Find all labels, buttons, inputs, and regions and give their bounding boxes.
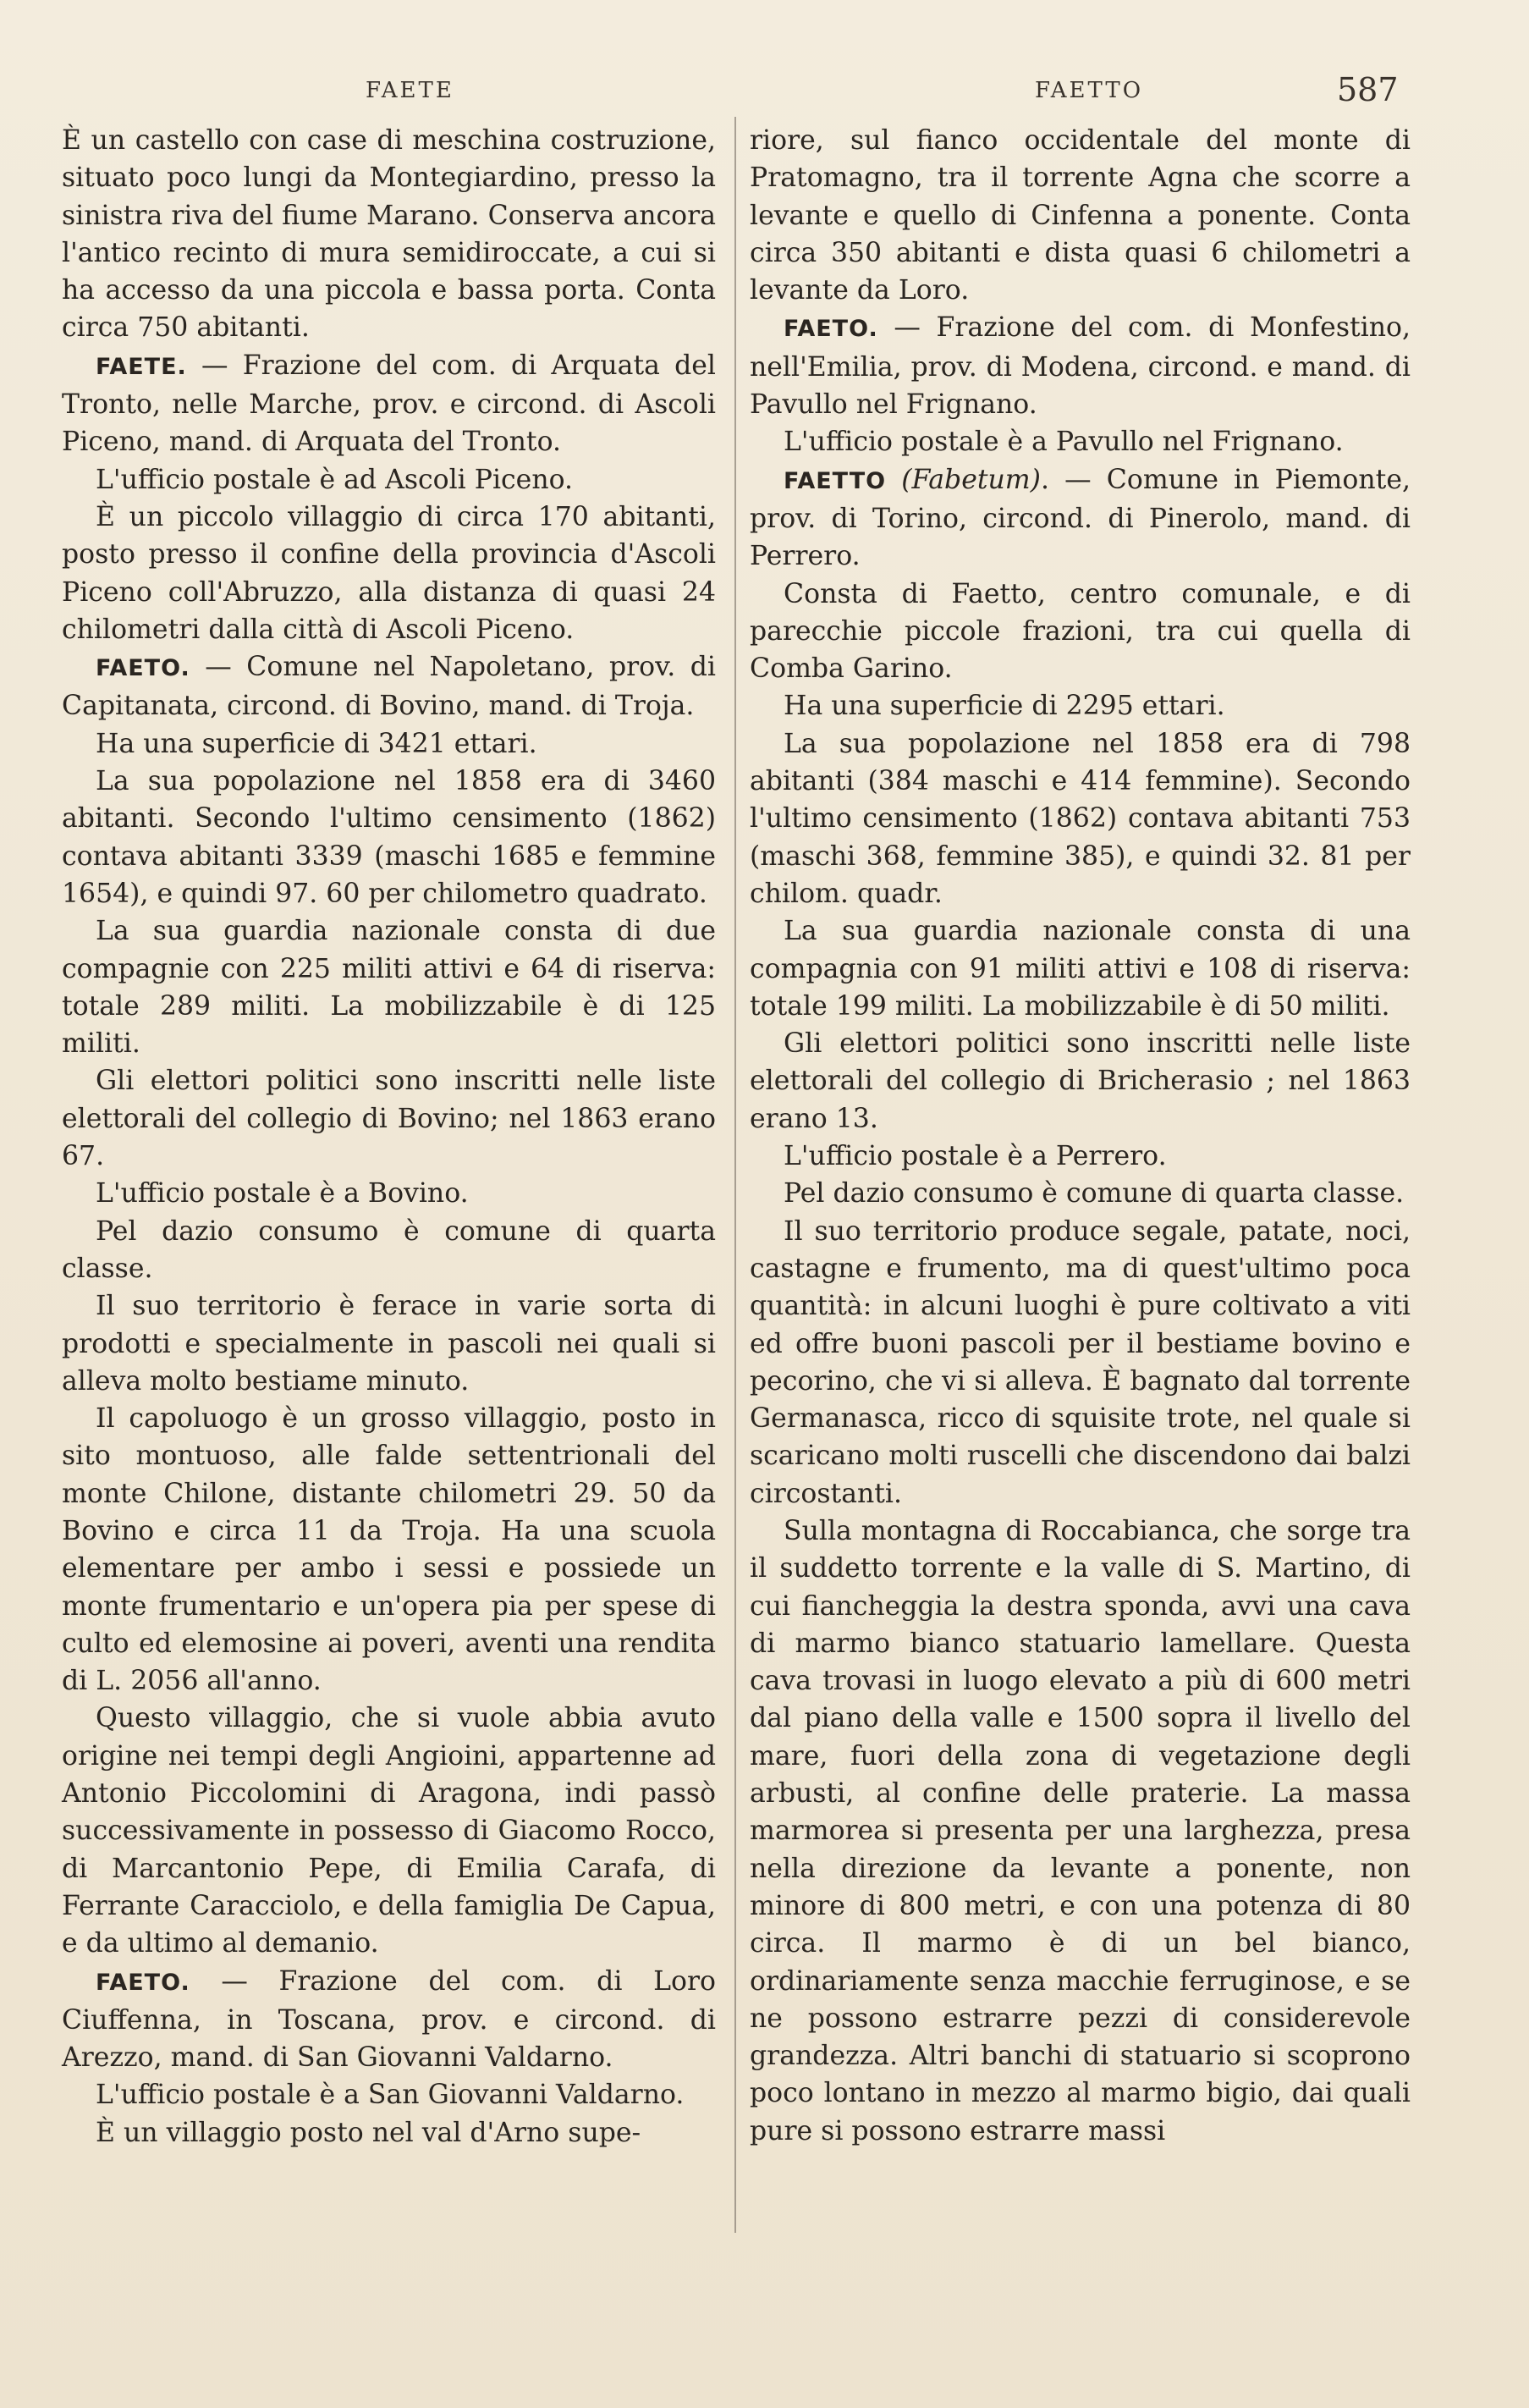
paragraph-text: Il suo territorio è ferace in varie sorta di prodotti e specialmente in pascoli nei quali si alleva molto bestiame minuto. [62, 1291, 716, 1397]
paragraph [62, 1400, 716, 1700]
paragraph-text: — Frazione del com. di Arquata del Tronto, nelle Marche, prov. e circond. di Ascoli Piceno, mand. di Arquata del Tronto. [62, 350, 716, 458]
paragraph-text: L'ufficio postale è a Bovino. [96, 1178, 469, 1210]
paragraph [62, 648, 716, 725]
column-divider [734, 117, 736, 2233]
paragraph-text: L'ufficio postale è a San Giovanni Valdarno. [96, 2080, 685, 2111]
paragraph [750, 912, 1411, 1025]
paragraph [62, 461, 716, 499]
left-running-head: FAETE [366, 78, 454, 103]
paragraph-text: Questo villaggio, che si vuole abbia avuto origine nei tempi degli Angioini, appartenne ad Antonio Piccolomini di Aragona, indi passò successivamente in possesso di Giacomo Rocco, di Marcantonio Pepe, di Emilia Carafa, di Ferrante Caracciolo, e della famiglia De Capua, e da ultimo al demanio. [62, 1703, 716, 1959]
paragraph [62, 912, 716, 1062]
paragraph [62, 1963, 716, 2077]
paragraph-text: L'ufficio postale è a Pavullo nel Frignano. [784, 427, 1344, 458]
paragraph [750, 576, 1411, 688]
paragraph [62, 1062, 716, 1175]
paragraph-text: La sua guardia nazionale consta di due compagnie con 225 militi attivi e 64 di riserva: totale 289 militi. La mobilizzabile è di 125 militi. [62, 916, 716, 1060]
paragraph-text: La sua popolazione nel 1858 era di 3460 abitanti. Secondo l'ultimo censimento (1862) contava abitanti 3339 (maschi 1685 e femmine 1654), e quindi 97. 60 per chilometro quadrato. [62, 766, 716, 909]
paragraph [62, 2076, 716, 2113]
paragraph-text: — Frazione del com. di Loro Ciuffenna, in Toscana, prov. e circond. di Arezzo, mand. di San Giovanni Valdarno. [62, 1965, 716, 2074]
paragraph [750, 1175, 1411, 1212]
paragraph-text: Sulla montagna di Roccabianca, che sorge tra il suddetto torrente e la valle di S. Martino, di cui fiancheggia la destra sponda, avvi una cava di marmo bianco statuario lamellare. Questa cava trovasi in luogo elevato a più di 600 metri dal piano della valle e 1500 sopra il livello del mare, fuori della zona di vegetazione degli arbusti, al confine delle praterie. La massa marmorea si presenta per una larghezza, presa nella direzione da levante a ponente, non minore di 800 metri, e con una potenza di 80 circa. Il marmo è di un bel bianco, ordinariamente senza macchie ferruginose, e se ne possono estrarre pezzi di considerevole grandezza. Altri banchi di statuario si scoprono poco lontano in mezzo al marmo bigio, dai quali pure si possono estrarre massi [750, 1515, 1411, 2146]
paragraph-text: Gli elettori politici sono inscritti nelle liste elettorali del collegio di Bricherasio ; nel 1863 erano 13. [750, 1028, 1411, 1134]
paragraph-text: La sua popolazione nel 1858 era di 798 abitanti (384 maschi e 414 femmine). Secondo l'ultimo censimento (1862) contava abitanti 753 (maschi 368, femmine 385), e quindi 32. 81 per chilom. quadr. [750, 728, 1411, 909]
paragraph [62, 763, 716, 912]
paragraph-text: Pel dazio consumo è comune di quarta classe. [62, 1215, 716, 1284]
paragraph-text: L'ufficio postale è a Perrero. [784, 1141, 1167, 1172]
entry-heading: FAETE. [96, 353, 187, 380]
entry-heading: FAETTO [784, 467, 887, 494]
left-column [62, 122, 716, 2152]
paragraph [62, 1175, 716, 1212]
paragraph-text: Ha una superficie di 3421 ettari. [96, 728, 537, 759]
paragraph [62, 2114, 716, 2152]
right-column [750, 122, 1411, 2150]
paragraph [62, 725, 716, 763]
paragraph-text: È un piccolo villaggio di circa 170 abitanti, posto presso il confine della provincia d'Ascoli Piceno coll'Abruzzo, alla distanza di quasi 24 chilometri dalla città di Ascoli Piceno. [62, 501, 716, 645]
entry-heading: FAETO. [96, 1969, 190, 1996]
paragraph [750, 725, 1411, 912]
paragraph [750, 423, 1411, 460]
paragraph-text: È un castello con case di meschina costruzione, situato poco lungi da Montegiardino, presso la sinistra riva del fiume Marano. Conserva ancora l'antico recinto di mura semidiroccate, a cui si ha accesso da una piccola e bassa porta. Conta circa 750 abitanti. [62, 125, 716, 344]
entry-heading: FAETO. [784, 316, 878, 343]
page-number: 587 [1337, 71, 1399, 108]
right-running-head: FAETTO [1035, 78, 1144, 103]
paragraph [750, 461, 1411, 576]
paragraph [62, 1700, 716, 1962]
paragraph-text: Gli elettori politici sono inscritti nelle liste elettorali del collegio di Bovino; nel 1863 erano 67. [62, 1066, 716, 1172]
paragraph [62, 1287, 716, 1400]
paragraph-text: Ha una superficie di 2295 ettari. [784, 691, 1225, 722]
paragraph-text: La sua guardia nazionale consta di una compagnia con 91 militi attivi e 108 di riserva: totale 199 militi. La mobilizzabile è di 50 militi. [750, 916, 1411, 1022]
paragraph-text: riore, sul fianco occidentale del monte di Pratomagno, tra il torrente Agna che scorre a levante e quello di Cinfenna a ponente. Conta circa 350 abitanti e dista quasi 6 chilometri a levante da Loro. [750, 125, 1411, 306]
paragraph-text: . — Comune in Piemonte, prov. di Torino, circond. di Pinerolo, mand. di Perrero. [750, 464, 1411, 572]
paragraph-text: Consta di Faetto, centro comunale, e di parecchie piccole frazioni, tra cui quella di Comba Garino. [750, 578, 1411, 685]
paragraph-text: Il suo territorio produce segale, patate, noci, castagne e frumento, ma di quest'ultimo poca quantità: in alcuni luoghi è pure coltivato a viti ed offre buoni pascoli per il bestiame bovino e pecorino, che vi si alleva. È bagnato dal torrente Germanasca, ricco di squisite trote, nel quale si scaricano molti ruscelli che discendono dai balzi circostanti. [750, 1215, 1411, 1509]
paragraph [750, 1513, 1411, 2150]
paragraph-text: Pel dazio consumo è comune di quarta classe. [784, 1178, 1405, 1210]
paragraph [750, 1138, 1411, 1175]
paragraph [750, 687, 1411, 725]
paragraph [62, 347, 716, 461]
paragraph [750, 122, 1411, 309]
paragraph [750, 1213, 1411, 1513]
paragraph-text: L'ufficio postale è ad Ascoli Piceno. [96, 464, 574, 495]
paragraph [62, 122, 716, 347]
paragraph [750, 1025, 1411, 1138]
paragraph [750, 309, 1411, 423]
paragraph [62, 1213, 716, 1288]
paragraph-text: Il capoluogo è un grosso villaggio, posto in sito montuoso, alle falde settentrionali del monte Chilone, distante chilometri 29. 50 da Bovino e circa 11 da Troja. Ha una scuola elementare per ambo i sessi e possiede un monte frumentario e un'opera pia per spese di culto ed elemosine ai poveri, aventi una rendita di L. 2056 all'anno. [62, 1403, 716, 1697]
entry-heading: FAETO. [96, 655, 190, 682]
latin-name: (Fabetum) [901, 464, 1041, 495]
paragraph-text: — Frazione del com. di Monfestino, nell'Emilia, prov. di Modena, circond. e mand. di Pavullo nel Frignano. [750, 312, 1411, 421]
paragraph [62, 499, 716, 648]
paragraph-text: — Comune nel Napoletano, prov. di Capitanata, circond. di Bovino, mand. di Troja. [62, 652, 716, 722]
paragraph-text: È un villaggio posto nel val d'Arno supe- [96, 2117, 641, 2148]
